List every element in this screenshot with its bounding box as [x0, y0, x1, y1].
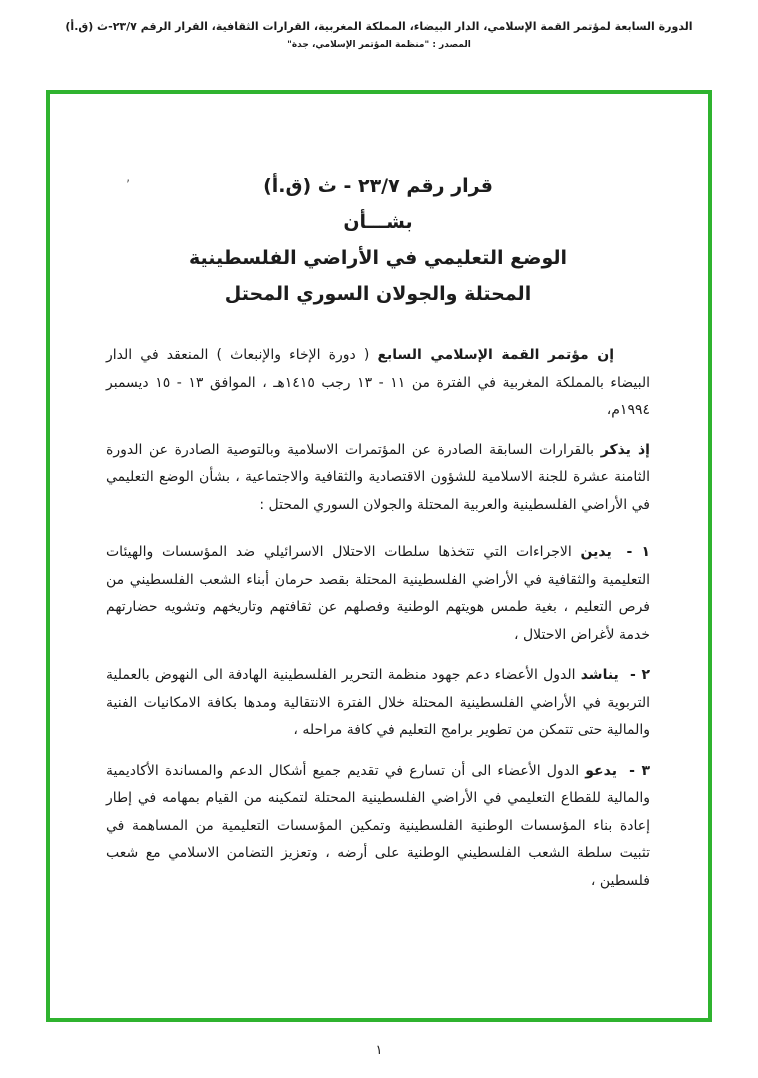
header-citation: الدورة السابعة لمؤتمر القمة الإسلامي، الدار البيضاء، المملكة المغربية، القرارات الثقافية، القرار الرقم ٢٣/٧-ث (ق.أ)	[65, 20, 693, 33]
resolution-title-block	[106, 168, 650, 312]
resolution-number-line: قرار رقم ٢٣/٧ - ث (ق.أ)	[263, 175, 493, 197]
item-2-text: الدول الأعضاء دعم جهود منظمة التحرير الفلسطينية الهادفة الى النهوض بالعملية التربوية في الأراضي الفلسطينية المحتلة خلال الفترة الانتقالية ومدها بكافة الامكانيات الفنية والمالية حتى تتمكن من تطوير برامج التعليم في كافة مراحله ،	[106, 667, 650, 738]
paragraph-1-lead: إن مؤتمر القمة الإسلامي السابع	[377, 347, 615, 363]
item-1-text: الاجراءات التي تتخذها سلطات الاحتلال الاسرائيلي ضد المؤسسات والهيئات التعليمية والثقافية في الأراضي الفلسطينية المحتلة بقصد حرمان أبناء الشعب الفلسطيني من فرص التعليم ، بغية طمس هويتهم الوطنية وفصلهم عن ثقافتهم وتاريخهم وتشويه حضارتهم خدمة لأغراض الاحتلال ،	[106, 544, 650, 643]
resolution-subject-line-2: المحتلة والجولان السوري المحتل	[224, 283, 532, 305]
header-source	[0, 40, 758, 50]
resolution-regarding-line: بشـــأن	[343, 211, 413, 233]
operative-item-3	[106, 758, 650, 896]
operative-item-1	[106, 539, 650, 649]
item-3-text: الدول الأعضاء الى أن تسارع في تقديم جميع أشكال الدعم والمساندة الأكاديمية والمالية للقطاع التعليمي في الأراضي الفلسطينية المحتلة لتمكينه من القيام بمهامه في إطار إعادة بناء المؤسسات الوطنية الفلسطينية وتمكين المؤسسات التعليمية من المساهمة في تثبيت سلطة الشعب الفلسطيني الوطنية على أرضه ، وتعزيز التضامن الاسلامي مع شعب فلسطين ،	[106, 762, 650, 889]
operative-item-2	[106, 662, 650, 745]
scan-artifact: ٬	[126, 178, 131, 193]
item-2-number: ٢ -	[630, 667, 650, 683]
resolution-subject-line-1: الوضع التعليمي في الأراضي الفلسطينية	[188, 247, 568, 269]
resolution-body	[50, 94, 708, 895]
resolution-frame	[46, 90, 712, 1022]
document-header	[0, 20, 758, 50]
item-1-number: ١ -	[626, 544, 651, 560]
header-source-value: "منظمة المؤتمر الإسلامي، جدة"	[287, 40, 430, 50]
item-3-lead: يدعو	[585, 762, 617, 779]
item-3-number: ٣ -	[629, 762, 650, 779]
operative-items	[106, 539, 650, 895]
preamble-paragraph-1	[106, 342, 650, 425]
item-2-lead: يناشد	[580, 667, 619, 683]
paragraph-2-lead: إذ يذكر	[600, 441, 650, 458]
paragraph-2-text: بالقرارات السابقة الصادرة عن المؤتمرات الاسلامية وبالتوصية الصادرة عن الدورة الثامنة عشرة للجنة الاسلامية للشؤون الاقتصادية والثقافية والاجتماعية ، بشأن الوضع التعليمي في الأراضي الفلسطينية والعربية المحتلة والجولان السوري المحتل :	[106, 441, 650, 513]
page-number: ١	[375, 1043, 383, 1058]
paragraph-1-text: ( دورة الإخاء والإنبعاث ) المنعقد في الدار البيضاء بالمملكة المغربية في الفترة من ١١ - ١٣ رجب ١٤١٥هـ ، الموافق ١٣ - ١٥ ديسمبر ١٩٩٤م،	[106, 347, 650, 418]
header-source-label: المصدر :	[432, 40, 471, 50]
preamble-paragraph-2	[106, 437, 650, 520]
item-1-lead: يدين	[580, 544, 612, 560]
